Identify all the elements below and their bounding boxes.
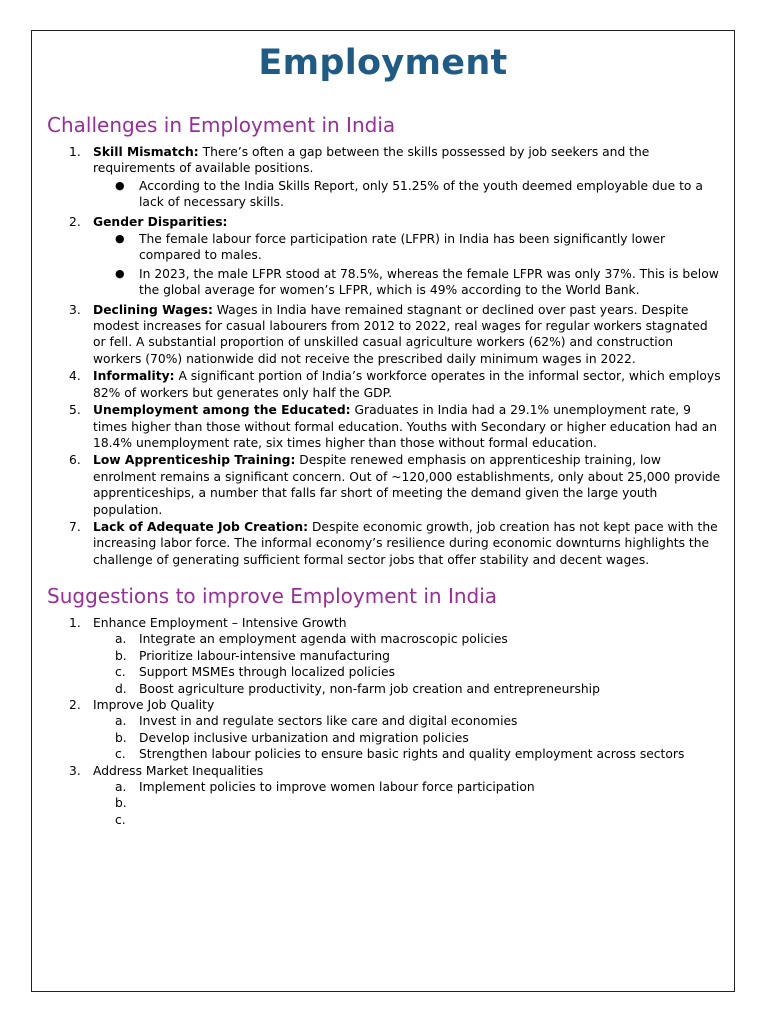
suggestion-item — [32, 697, 723, 763]
item-number: 1. — [69, 145, 81, 159]
sub-item — [93, 713, 723, 729]
sub-letter: d. — [115, 681, 127, 696]
sub-letter: c. — [115, 665, 126, 680]
sub-letter: a. — [115, 632, 127, 647]
suggestions-list-container — [32, 615, 723, 828]
challenges-list — [32, 144, 723, 568]
item-label: Skill Mismatch: — [93, 145, 199, 159]
item-label: Unemployment among the Educated: — [93, 403, 351, 418]
sub-letter: b. — [115, 730, 127, 745]
sub-item — [93, 730, 723, 746]
sub-text: Implement policies to improve women labour force participation — [139, 780, 535, 795]
item-number: 2. — [69, 214, 81, 229]
sub-letter: b. — [115, 796, 127, 811]
suggestion-item — [32, 615, 723, 697]
item-number: 5. — [69, 403, 81, 418]
item-number: 3. — [69, 763, 81, 778]
item-label: Gender Disparities: — [93, 214, 228, 229]
sub-item — [93, 779, 723, 795]
item-text: Address Market Inequalities — [93, 763, 264, 778]
item-number: 3. — [69, 302, 81, 317]
challenges-heading: Challenges in Employment in India — [47, 113, 396, 137]
item-text: Despite renewed emphasis on apprenticeship training, low enrolment remains a significant concern. Out of ~120,000 establishments, only about 25,000 provide apprenticeships, a number that falls far short of meeting the demand given the large youth population. — [93, 453, 721, 517]
bullet-icon: ● — [115, 178, 125, 192]
item-number: 4. — [69, 369, 81, 384]
sub-text: Integrate an employment agenda with macroscopic policies — [139, 632, 508, 647]
challenge-item — [32, 214, 723, 299]
sub-item — [93, 648, 723, 664]
bullet-text: The female labour force participation rate (LFPR) in India has been significantly lower compared to males. — [139, 232, 666, 263]
sub-letter: c. — [115, 812, 126, 827]
bullet-icon: ● — [115, 232, 125, 246]
suggestion-item — [32, 763, 723, 829]
item-text: Wages in India have remained stagnant or declined over past years. Despite modest increases for casual labourers from 2012 to 2022, real wages for regular workers stagnated or fell. A substantial proportion of unskilled casual agriculture workers (62%) and construction workers (70%) nationwide did not receive the prescribed daily minimum wages in 2022. — [93, 302, 708, 366]
sub-text: Develop inclusive urbanization and migration policies — [139, 730, 469, 745]
sub-list — [93, 631, 723, 697]
sub-text: Prioritize labour-intensive manufacturing — [139, 648, 390, 663]
sub-item — [93, 746, 723, 762]
suggestions-list — [32, 615, 723, 828]
item-label: Declining Wages: — [93, 302, 213, 317]
challenge-item — [32, 402, 723, 451]
challenge-item — [32, 452, 723, 518]
challenges-list-container — [32, 144, 723, 569]
sub-item — [93, 812, 723, 828]
item-label: Low Apprenticeship Training: — [93, 453, 296, 468]
item-text: Enhance Employment – Intensive Growth — [93, 616, 347, 630]
item-text: Improve Job Quality — [93, 698, 215, 713]
suggestions-heading: Suggestions to improve Employment in India — [47, 584, 498, 608]
item-number: 6. — [69, 453, 81, 468]
bullet-list — [93, 178, 723, 211]
item-number: 1. — [69, 616, 81, 630]
item-text: A significant portion of India’s workforce operates in the informal sector, which employs 82% of workers but generates only half the GDP. — [93, 369, 721, 400]
page-title: Employment — [258, 43, 508, 83]
bullet-icon: ● — [115, 266, 125, 280]
document-page — [31, 30, 735, 992]
challenge-item — [32, 144, 723, 211]
bullet-list — [93, 231, 723, 299]
sub-text: Boost agriculture productivity, non-farm job creation and entrepreneurship — [139, 681, 600, 696]
bullet-item — [93, 231, 721, 264]
item-text: There’s often a gap between the skills possessed by job seekers and the requirements of available positions. — [93, 145, 650, 176]
item-label: Lack of Adequate Job Creation: — [93, 519, 309, 534]
sub-list — [93, 779, 723, 828]
sub-letter: b. — [115, 648, 127, 663]
item-text: Graduates in India had a 29.1% unemployment rate, 9 times higher than those without formal education. Youths with Secondary or higher education had an 18.4% unemployment rate, six times higher than those without formal education. — [93, 403, 718, 450]
bullet-item — [93, 266, 721, 299]
bullet-text: According to the India Skills Report, only 51.25% of the youth deemed employable due to a lack of necessary skills. — [139, 178, 703, 210]
sub-item — [93, 664, 723, 680]
sub-item — [93, 795, 723, 811]
sub-text: Strengthen labour policies to ensure basic rights and quality employment across sectors — [139, 747, 685, 762]
sub-item — [93, 631, 723, 647]
item-text: Despite economic growth, job creation has not kept pace with the increasing labor force. The informal economy’s resilience during economic downturns highlights the challenge of generating sufficient formal sector jobs that offer stability and decent wages. — [93, 519, 718, 567]
sub-text: Invest in and regulate sectors like care and digital economies — [139, 714, 518, 729]
challenge-item — [32, 368, 723, 401]
sub-text: Support MSMEs through localized policies — [139, 665, 395, 680]
item-label: Informality: — [93, 369, 175, 384]
bullet-item — [93, 178, 721, 211]
sub-list — [93, 713, 723, 762]
item-number: 2. — [69, 698, 81, 713]
sub-letter: c. — [115, 747, 126, 762]
challenge-item — [32, 302, 723, 368]
sub-item — [93, 681, 723, 697]
sub-letter: a. — [115, 714, 127, 729]
challenge-item — [32, 519, 723, 568]
item-number: 7. — [69, 519, 81, 534]
bullet-text: In 2023, the male LFPR stood at 78.5%, whereas the female LFPR was only 37%. This is below the global average for women’s LFPR, which is 49% according to the World Bank. — [139, 266, 719, 298]
sub-letter: a. — [115, 780, 127, 795]
